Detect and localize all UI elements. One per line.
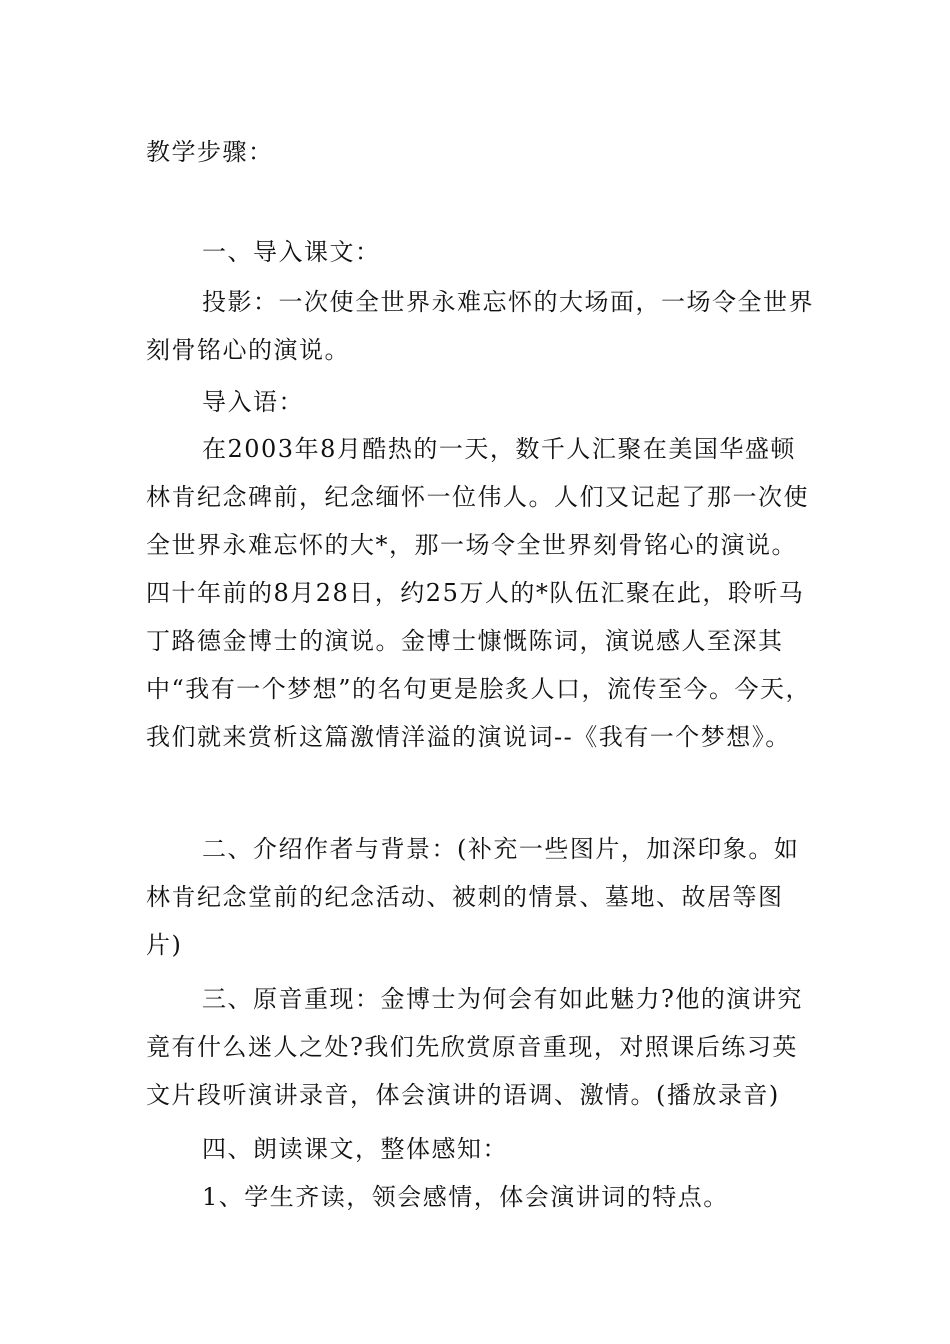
paragraph-author-background: 二、介绍作者与背景：(补充一些图片，加深印象。如林肯纪念堂前的纪念活动、被刺的情景、墓地、故居等图片) — [146, 835, 800, 959]
paragraph-reading-step-1: 1、学生齐读，领会感情，体会演讲词的特点。 — [202, 1183, 729, 1211]
paragraph-intro-heading: 一、导入课文： — [202, 238, 381, 266]
paragraph-projection: 投影：一次使全世界永难忘怀的大场面，一场令全世界刻骨铭心的演说。 — [146, 288, 814, 364]
paragraph-original-audio: 三、原音重现：金博士为何会有如此魅力?他的演讲究竟有什么迷人之处?我们先欣赏原音重现，对照课后练习英文片段听演讲录音，体会演讲的语调、激情。(播放录音) — [146, 985, 803, 1109]
paragraph-reading-heading: 四、朗读课文，整体感知： — [202, 1135, 508, 1163]
section-heading: 教学步骤： — [146, 138, 274, 166]
paragraph-lead-in-text: 在2003年8月酷热的一天，数千人汇聚在美国华盛顿林肯纪念碑前，纪念缅怀一位伟人。人们又记起了那一次使全世界永难忘怀的大*，那一场令全世界刻骨铭心的演说。四十年前的8月28日，约25万人的*队伍汇聚在此，聆听马丁路德金博士的演说。金博士慷慨陈词，演说感人至深其中“我有一个梦想”的名句更是脍炙人口，流传至今。今天，我们就来赏析这篇激情洋溢的演说词--《我有一个梦想》。 — [146, 435, 812, 751]
paragraph-lead-in-label: 导入语： — [202, 388, 304, 416]
